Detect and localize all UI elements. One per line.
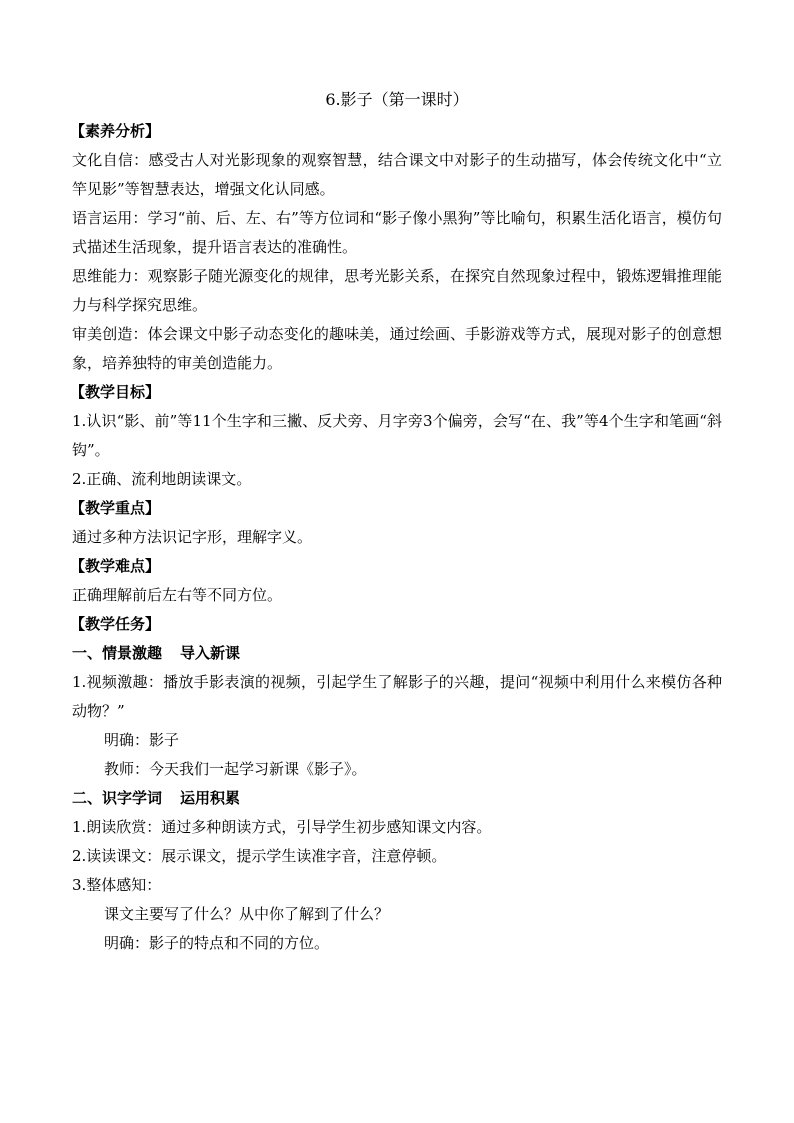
task-step-2-question: 课文主要写了什么？从中你了解到了什么？ (104, 905, 390, 923)
goal-item-2: 2.正确、流利地朗读课文。 (72, 470, 252, 488)
literacy-item-culture: 文化自信：感受古人对光影现象的观察智慧，结合课文中对影子的生动描写，体会传统文化中“立竿见影”等智慧表达，增强文化认同感。 (72, 151, 722, 198)
key-points-heading: 【教学重点】 (70, 499, 161, 517)
document-content (72, 85, 722, 958)
literacy-heading: 【素养分析】 (70, 122, 161, 140)
key-points-text: 通过多种方法识记字形，理解字义。 (72, 528, 313, 546)
task-step-2-answer: 明确：影子的特点和不同的方位。 (104, 934, 330, 952)
task-step-1-label-2: 导入新课 (180, 644, 241, 662)
task-step-2-label-2: 运用积累 (180, 789, 241, 807)
task-step-2-item-2: 2.读读课文：展示课文，提示学生读准字音，注意停顿。 (72, 847, 447, 865)
task-step-2-item-1: 1.朗读欣赏：通过多种朗读方式，引导学生初步感知课文内容。 (72, 818, 492, 836)
page-title: 6.影子（第一课时） (325, 90, 469, 109)
difficulties-heading: 【教学难点】 (70, 557, 161, 575)
literacy-item-language: 语言运用：学习“前、后、左、右”等方位词和“影子像小黑狗”等比喻句，积累生活化语言，模仿句式描述生活现象，提升语言表达的准确性。 (72, 209, 722, 256)
task-step-1-item-1: 1.视频激趣：播放手影表演的视频，引起学生了解影子的兴趣，提问“视频中利用什么来模仿各种动物？” (72, 673, 722, 720)
difficulties-text: 正确理解前后左右等不同方位。 (72, 586, 283, 604)
task-step-2-heading (72, 784, 722, 813)
goal-item-1: 1.认识“影、前”等11个生字和三撇、反犬旁、月字旁3个偏旁，会写“在、我”等4个生字和笔画“斜钩”。 (72, 412, 722, 459)
goals-heading: 【教学目标】 (70, 383, 161, 401)
task-step-2-label: 二、识字学词 (72, 789, 163, 807)
task-step-1-label: 一、情景激趣 (72, 644, 163, 662)
tasks-heading: 【教学任务】 (70, 615, 161, 633)
task-step-1-teacher: 教师：今天我们一起学习新课《影子》。 (104, 760, 367, 778)
task-step-1-answer: 明确：影子 (104, 731, 180, 749)
literacy-item-aesthetic: 审美创造：体会课文中影子动态变化的趣味美，通过绘画、手影游戏等方式，展现对影子的创意想象，培养独特的审美创造能力。 (72, 325, 722, 372)
task-step-1-heading (72, 639, 722, 668)
task-step-2-item-3: 3.整体感知： (72, 876, 162, 894)
literacy-item-thinking: 思维能力：观察影子随光源变化的规律，思考光影关系，在探究自然现象过程中，锻炼逻辑推理能力与科学探究思维。 (72, 267, 722, 314)
